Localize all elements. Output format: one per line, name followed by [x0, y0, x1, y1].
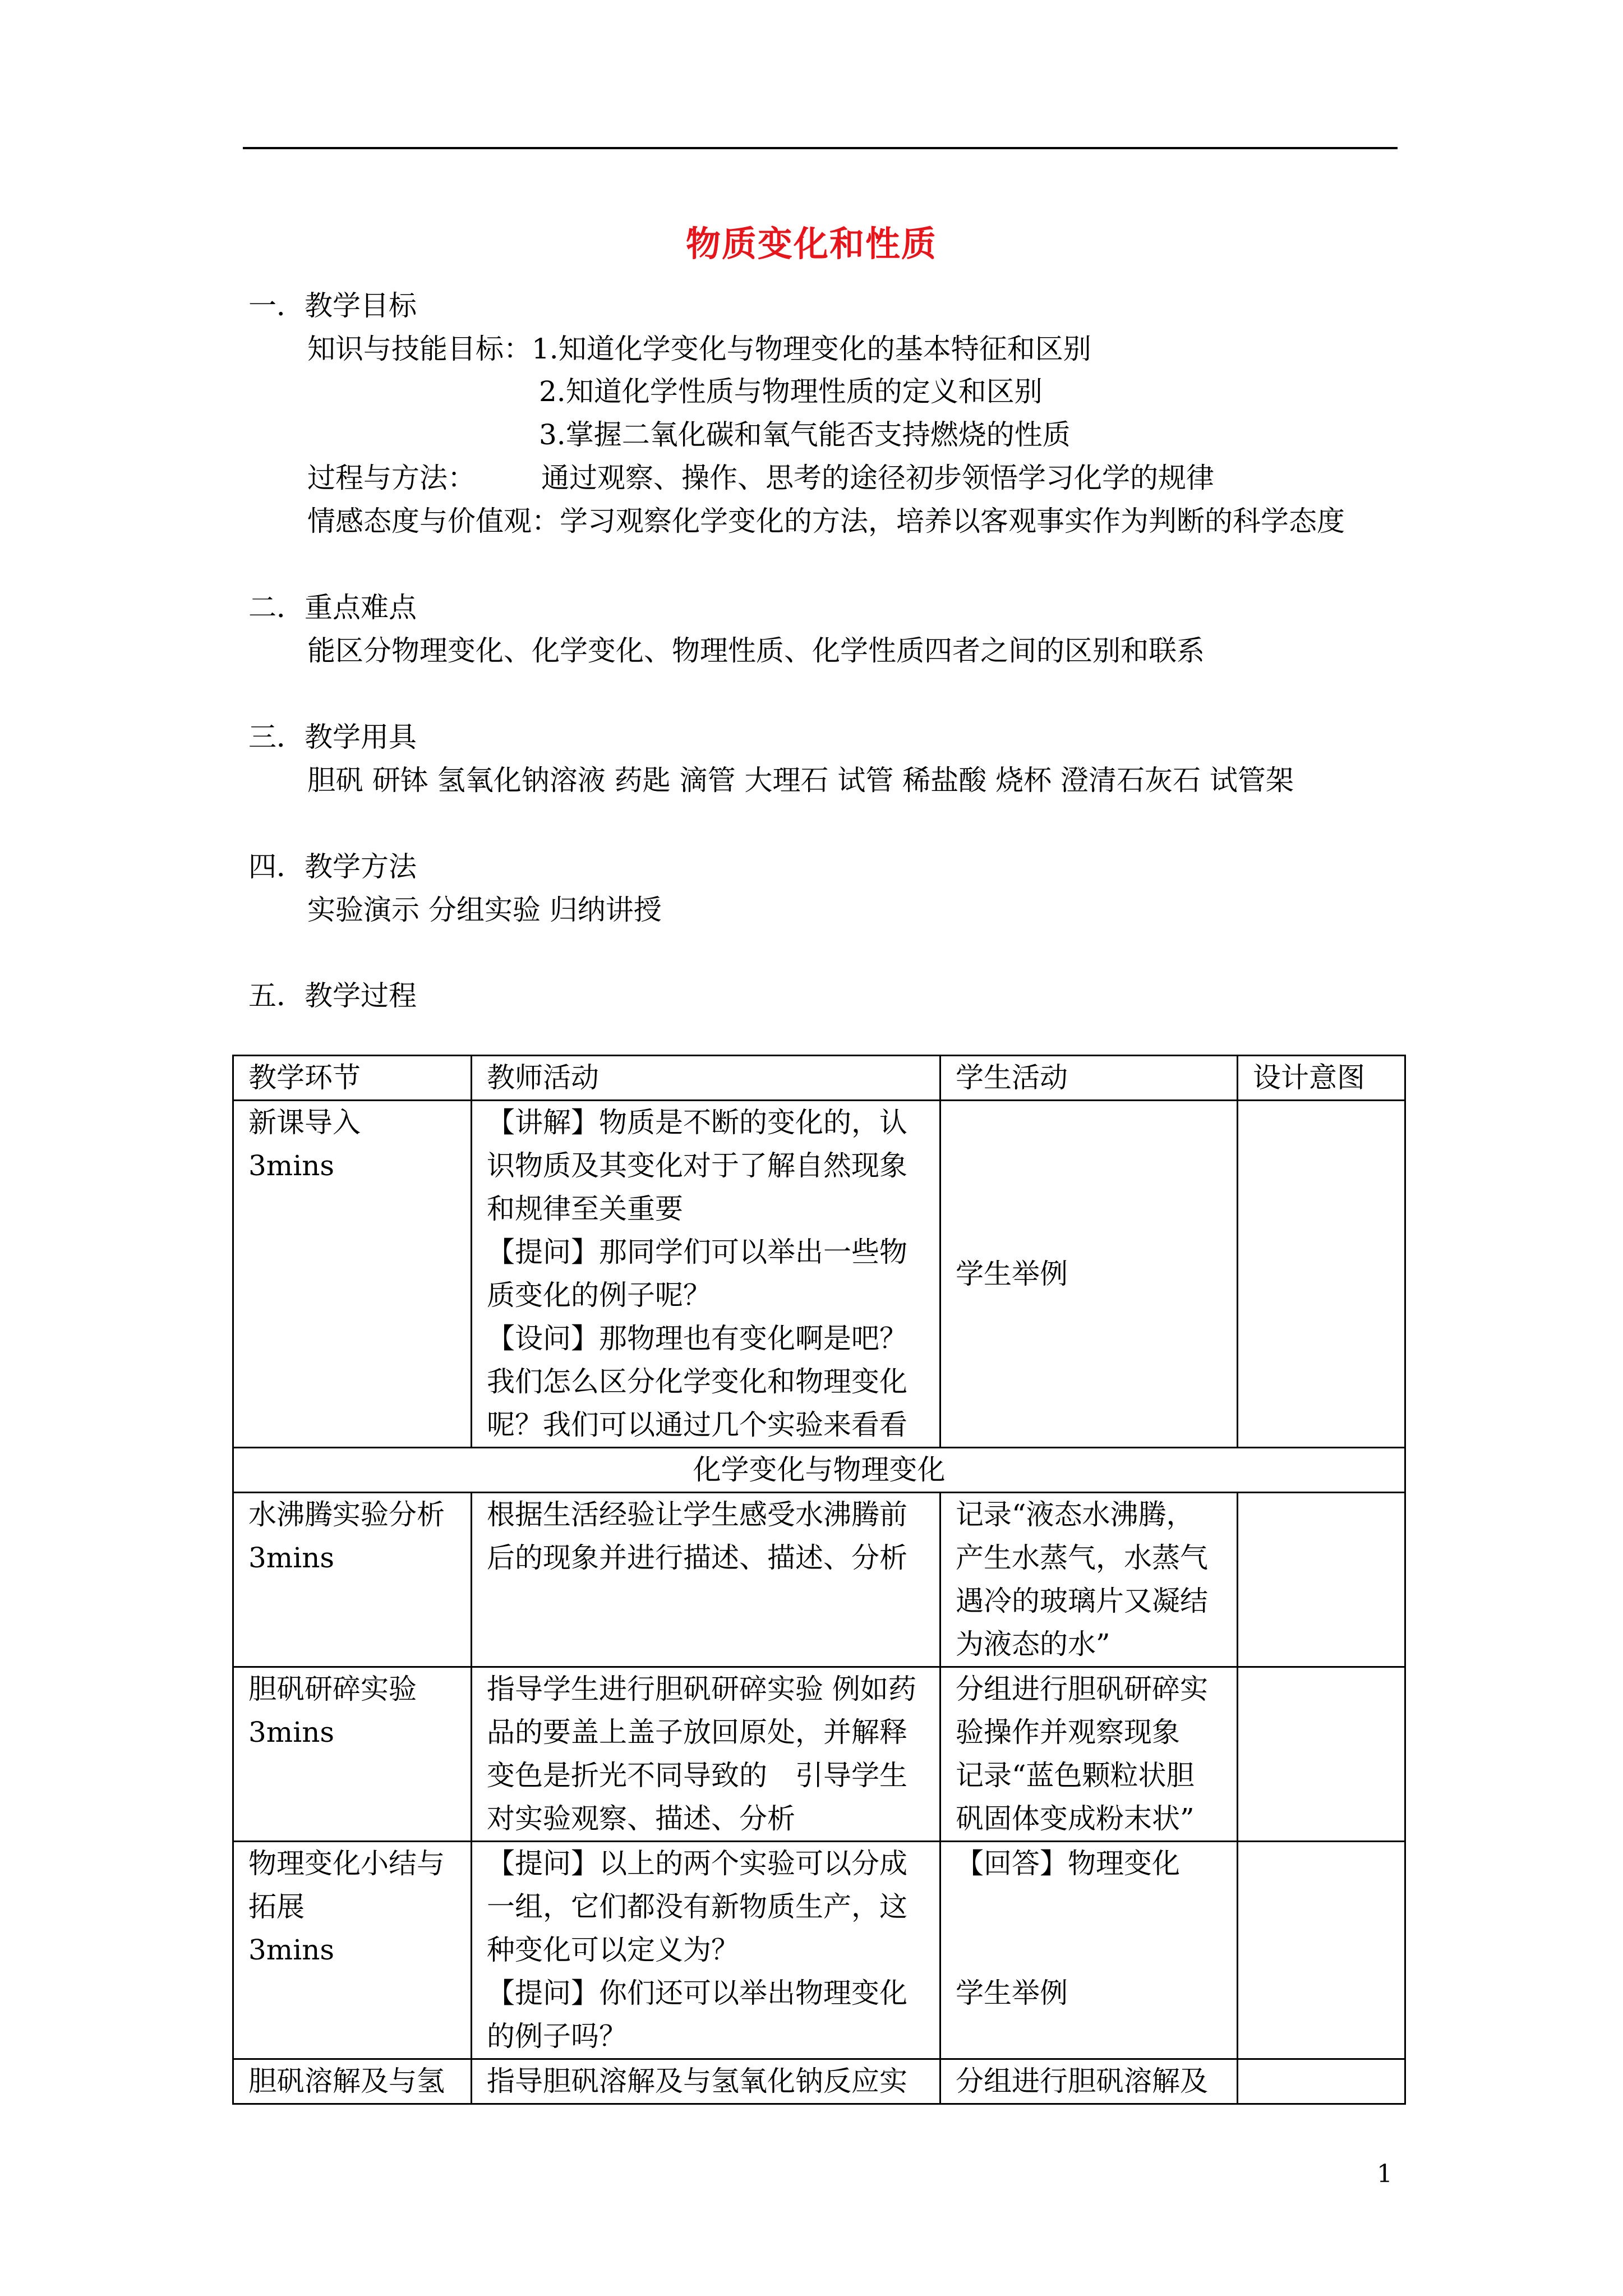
header-cell: 设计意图 — [1238, 1056, 1405, 1101]
process-value: 通过观察、操作、思考的途径初步领悟学习化学的规律 — [541, 462, 1214, 494]
teacher-line: 【提问】你们还可以举出物理变化 — [487, 1977, 907, 2009]
student-line: 产生水蒸气，水蒸气 — [956, 1542, 1208, 1574]
design-intent-cell — [1238, 1493, 1405, 1667]
table-row — [233, 1667, 1405, 1842]
page-number: 1 — [1377, 2160, 1393, 2188]
teacher-line: 识物质及其变化对于了解自然现象 — [487, 1149, 907, 1182]
knowledge-label: 知识与技能目标： — [307, 333, 532, 365]
teacher-line: 【提问】以上的两个实验可以分成 — [487, 1847, 907, 1880]
page-title: 物质变化和性质 — [685, 223, 937, 264]
design-intent-cell — [1238, 1101, 1405, 1448]
student-line: 【回答】物理变化 — [956, 1847, 1180, 1880]
teacher-line: 根据生活经验让学生感受水沸腾前 — [487, 1498, 907, 1531]
teacher-line: 和规律至关重要 — [487, 1193, 683, 1225]
teaching-process-table — [232, 1055, 1406, 2105]
student-line: 验操作并观察现象 — [956, 1716, 1180, 1749]
student-line: 记录“液态水沸腾， — [956, 1498, 1195, 1531]
header-cell: 教师活动 — [472, 1056, 940, 1101]
tools-text: 胆矾 研钵 氢氧化钠溶液 药匙 滴管 大理石 试管 稀盐酸 烧杯 澄清石灰石 试管架 — [307, 764, 1294, 797]
student-activity-cell — [940, 2059, 1238, 2104]
stage-line: 拓展 — [248, 1890, 305, 1923]
table-section-title: 化学变化与物理变化 — [233, 1448, 1405, 1493]
header-cell: 学生活动 — [940, 1056, 1238, 1101]
table-header-row — [233, 1056, 1405, 1101]
student-line: 记录“蓝色颗粒状胆 — [956, 1759, 1195, 1792]
stage-cell — [233, 1667, 472, 1842]
teacher-line: 【讲解】物质是不断的变化的，认 — [487, 1106, 907, 1139]
student-line: 学生举例 — [956, 1257, 1068, 1290]
knowledge-item: 2.知道化学性质与物理性质的定义和区别 — [539, 375, 1043, 408]
teacher-activity-cell — [472, 1101, 940, 1448]
teacher-line: 【提问】那同学们可以举出一些物 — [487, 1236, 907, 1268]
teacher-line: 变色是折光不同导致的 引导学生 — [487, 1759, 907, 1792]
stage-cell — [233, 1101, 472, 1448]
section-heading-objectives: 一．教学目标 — [248, 289, 417, 322]
teacher-line: 呢？我们可以通过几个实验来看看 — [487, 1409, 907, 1441]
teacher-line: 后的现象并进行描述、描述、分析 — [487, 1542, 907, 1574]
stage-line: 物理变化小结与 — [248, 1847, 445, 1880]
stage-cell — [233, 1493, 472, 1667]
teacher-line: 指导胆矾溶解及与氢氧化钠反应实 — [487, 2065, 907, 2097]
teacher-line: 我们怎么区分化学变化和物理变化 — [487, 1365, 907, 1398]
teacher-line: 的例子吗？ — [487, 2020, 627, 2053]
section-heading-process: 五．教学过程 — [248, 979, 417, 1012]
table-row — [233, 1842, 1405, 2059]
teacher-line: 指导学生进行胆矾研碎实验 例如药 — [487, 1673, 916, 1705]
key-points-text: 能区分物理变化、化学变化、物理性质、化学性质四者之间的区别和联系 — [307, 634, 1205, 667]
stage-line: 胆矾溶解及与氢 — [248, 2065, 445, 2097]
teacher-activity-cell — [472, 1667, 940, 1842]
stage-line: 3mins — [248, 1934, 335, 1966]
student-line: 为液态的水” — [956, 1628, 1110, 1660]
stage-line: 胆矾研碎实验 — [248, 1673, 417, 1705]
teacher-activity-cell — [472, 2059, 940, 2104]
student-line: 分组进行胆矾溶解及 — [956, 2065, 1208, 2097]
teacher-line: 一组，它们都没有新物质生产，这 — [487, 1890, 907, 1923]
stage-line: 新课导入 — [248, 1106, 361, 1139]
table-row — [233, 2059, 1405, 2104]
teacher-line: 种变化可以定义为？ — [487, 1934, 739, 1966]
stage-line: 3mins — [248, 1542, 335, 1574]
student-line: 学生举例 — [956, 1977, 1068, 2009]
teacher-activity-cell — [472, 1842, 940, 2059]
stage-cell — [233, 2059, 472, 2104]
teacher-line: 【设问】那物理也有变化啊是吧？ — [487, 1322, 907, 1355]
header-rule — [243, 147, 1398, 149]
teacher-line: 对实验观察、描述、分析 — [487, 1802, 795, 1835]
design-intent-cell — [1238, 1842, 1405, 2059]
stage-line: 3mins — [248, 1716, 335, 1749]
table-section-row — [233, 1448, 1405, 1493]
student-activity-cell — [940, 1493, 1238, 1667]
section-heading-methods: 四．教学方法 — [248, 850, 417, 883]
knowledge-item: 3.掌握二氧化碳和氧气能否支持燃烧的性质 — [539, 418, 1071, 451]
section-heading-key-points: 二．重点难点 — [248, 591, 417, 624]
student-line: 遇冷的玻璃片又凝结 — [956, 1585, 1208, 1617]
student-line: 分组进行胆矾研碎实 — [956, 1673, 1208, 1705]
table-row — [233, 1493, 1405, 1667]
teacher-line: 质变化的例子呢？ — [487, 1279, 711, 1312]
stage-line: 3mins — [248, 1149, 335, 1182]
process-label: 过程与方法： — [307, 462, 476, 494]
knowledge-item: 1.知道化学变化与物理变化的基本特征和区别 — [532, 333, 1091, 365]
stage-cell — [233, 1842, 472, 2059]
knowledge-objectives — [307, 332, 1091, 366]
student-activity-cell — [940, 1101, 1238, 1448]
student-activity-cell — [940, 1667, 1238, 1842]
stage-line: 水沸腾实验分析 — [248, 1498, 445, 1531]
table-row — [233, 1101, 1405, 1448]
student-line: 矾固体变成粉末状” — [956, 1802, 1195, 1835]
student-activity-cell — [940, 1842, 1238, 2059]
design-intent-cell — [1238, 2059, 1405, 2104]
design-intent-cell — [1238, 1667, 1405, 1842]
emotion-objective: 情感态度与价值观：学习观察化学变化的方法，培养以客观事实作为判断的科学态度 — [307, 505, 1345, 537]
header-cell: 教学环节 — [233, 1056, 472, 1101]
teacher-activity-cell — [472, 1493, 940, 1667]
methods-text: 实验演示 分组实验 归纳讲授 — [307, 894, 662, 926]
section-heading-tools: 三．教学用具 — [248, 721, 417, 753]
teacher-line: 品的要盖上盖子放回原处，并解释 — [487, 1716, 907, 1749]
